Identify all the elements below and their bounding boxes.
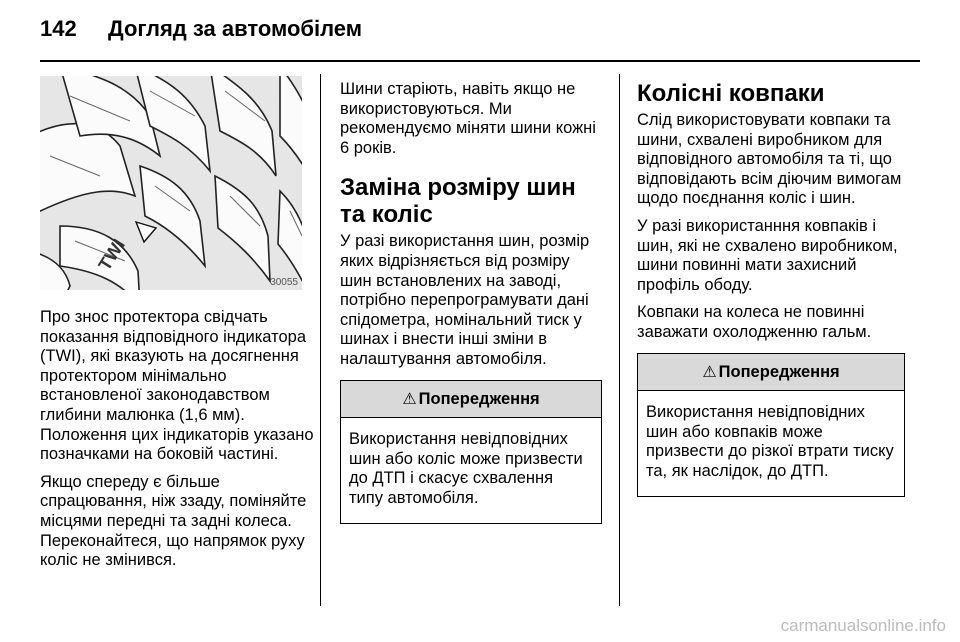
page-number: 142 [40, 16, 77, 41]
tread-wear-paragraph: Про знос протектора свідчать показання відповідного індикатора (TWI), які вказують на досягнення протектором мінімально встановленої законодавством глибини малюнка (1,6 мм). Положення цих індикаторів указано позначками на боковій частині. [40, 308, 314, 464]
warning-triangle-icon: ⚠ [402, 390, 417, 408]
column-divider [320, 74, 321, 606]
wheel-covers-paragraph-1: Слід використовувати ковпаки та шини, схвалені виробником для відповідного автомобіля та ті, що відповідають всім діючим вимогам щодо поєднання коліс і шин. [637, 111, 902, 208]
tire-tread-illustration [40, 76, 302, 290]
warning-text: Використання невідповідних шин або коліс може призвести до ДТП і скасує схвалення типу автомобіля. [349, 430, 583, 507]
tire-tread-drawing [40, 76, 302, 290]
header-rule [40, 60, 920, 62]
warning-title: Попередження [718, 362, 840, 381]
warning-text: Використання невідповідних шин або ковпаків може призвести до різкої втрати тиску та, як наслідок, до ДТП. [646, 403, 894, 480]
tire-age-paragraph: Шини старіють, навіть якщо не використовуються. Ми рекомендуємо міняти шини кожні 6 років. [340, 80, 596, 157]
wheel-covers-paragraph-2: У разі використанння ковпаків і шин, які не схвалено виробником, шини повинні мати захисний профіль ободу. [637, 216, 898, 294]
tire-size-paragraph: У разі використання шин, розмір яких відрізняється від розміру шин встановлених на заводі, потрібно перепрограмувати дані спідометра, номінальний тиск у шинах і внести інші зміни в налаштування автомобіля. [340, 232, 590, 368]
column-2 [340, 80, 602, 524]
column-divider [619, 74, 620, 606]
wheel-covers-heading: Колісні ковпаки [637, 80, 825, 107]
wheel-covers-paragraph-3: Ковпаки на колеса не повинні заважати охолодженню гальм. [637, 303, 872, 341]
watermark: carmanualsonline.info [780, 616, 946, 635]
image-number: 30055 [270, 277, 298, 288]
warning-header [341, 381, 601, 419]
section-title: Догляд за автомобілем [108, 16, 363, 41]
page-header [40, 16, 362, 42]
column-3 [637, 80, 905, 497]
rotate-wheels-paragraph: Якщо спереду є більше спрацювання, ніж ззаду, поміняйте місцями передні та задні колеса. Переконайтеся, що напрямок руху коліс не змінився. [40, 472, 307, 570]
tire-size-heading: Заміна розміру шин та коліс [340, 174, 576, 229]
column-1 [40, 308, 316, 579]
warning-triangle-icon: ⚠ [702, 363, 717, 381]
warning-header [638, 354, 904, 392]
warning-box [340, 380, 602, 524]
twi-sidewall-label: TWI [94, 235, 129, 275]
warning-box [637, 353, 905, 497]
warning-title: Попередження [418, 389, 540, 408]
